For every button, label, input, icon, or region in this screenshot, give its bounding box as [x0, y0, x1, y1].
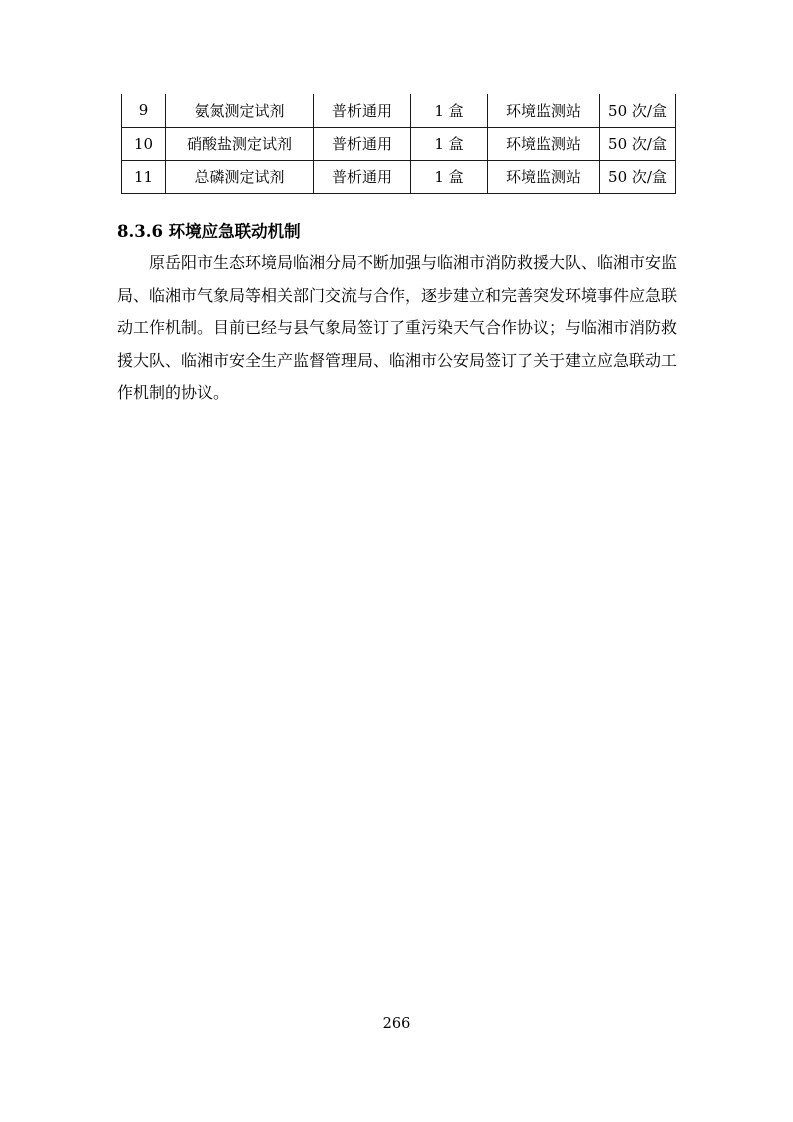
cell-reagent-name: 氨氮测定试剂 — [166, 94, 314, 127]
cell-reagent-name: 总磷测定试剂 — [166, 160, 314, 193]
cell-location: 环境监测站 — [488, 127, 600, 160]
cell-quantity: 1 盒 — [411, 127, 488, 160]
cell-quantity: 1 盒 — [411, 160, 488, 193]
table-row — [122, 127, 676, 160]
table-row — [122, 160, 676, 193]
page-number: 266 — [382, 1016, 411, 1032]
section-heading: 8.3.6 环境应急联动机制 — [117, 222, 301, 241]
paragraph-line: 动工作机制。目前已经与县气象局签订了重污染天气合作协议；与临湘市消防救 — [117, 318, 678, 337]
cell-reagent-name: 硝酸盐测定试剂 — [166, 127, 314, 160]
paragraph-line: 原岳阳市生态环境局临湘分局不断加强与临湘市消防救援大队、临湘市安监 — [149, 253, 678, 272]
paragraph-line: 局、临湘市气象局等相关部门交流与合作，逐步建立和完善突发环境事件应急联 — [117, 285, 678, 305]
body-paragraph — [117, 247, 679, 410]
cell-quantity: 1 盒 — [411, 94, 488, 127]
cell-row-number: 10 — [122, 127, 166, 160]
paragraph-line: 作机制的协议。 — [117, 383, 230, 402]
cell-brand: 普析通用 — [314, 160, 411, 193]
cell-spec: 50 次/盒 — [600, 94, 676, 127]
cell-row-number: 11 — [122, 160, 166, 193]
reagent-table — [121, 94, 676, 194]
cell-row-number: 9 — [122, 94, 166, 127]
cell-brand: 普析通用 — [314, 94, 411, 127]
table-row — [122, 94, 676, 127]
paragraph-line: 援大队、临湘市安全生产监督管理局、临湘市公安局签订了关于建立应急联动工 — [117, 350, 678, 370]
cell-spec: 50 次/盒 — [600, 127, 676, 160]
cell-location: 环境监测站 — [488, 94, 600, 127]
cell-spec: 50 次/盒 — [600, 160, 676, 193]
cell-brand: 普析通用 — [314, 127, 411, 160]
cell-location: 环境监测站 — [488, 160, 600, 193]
